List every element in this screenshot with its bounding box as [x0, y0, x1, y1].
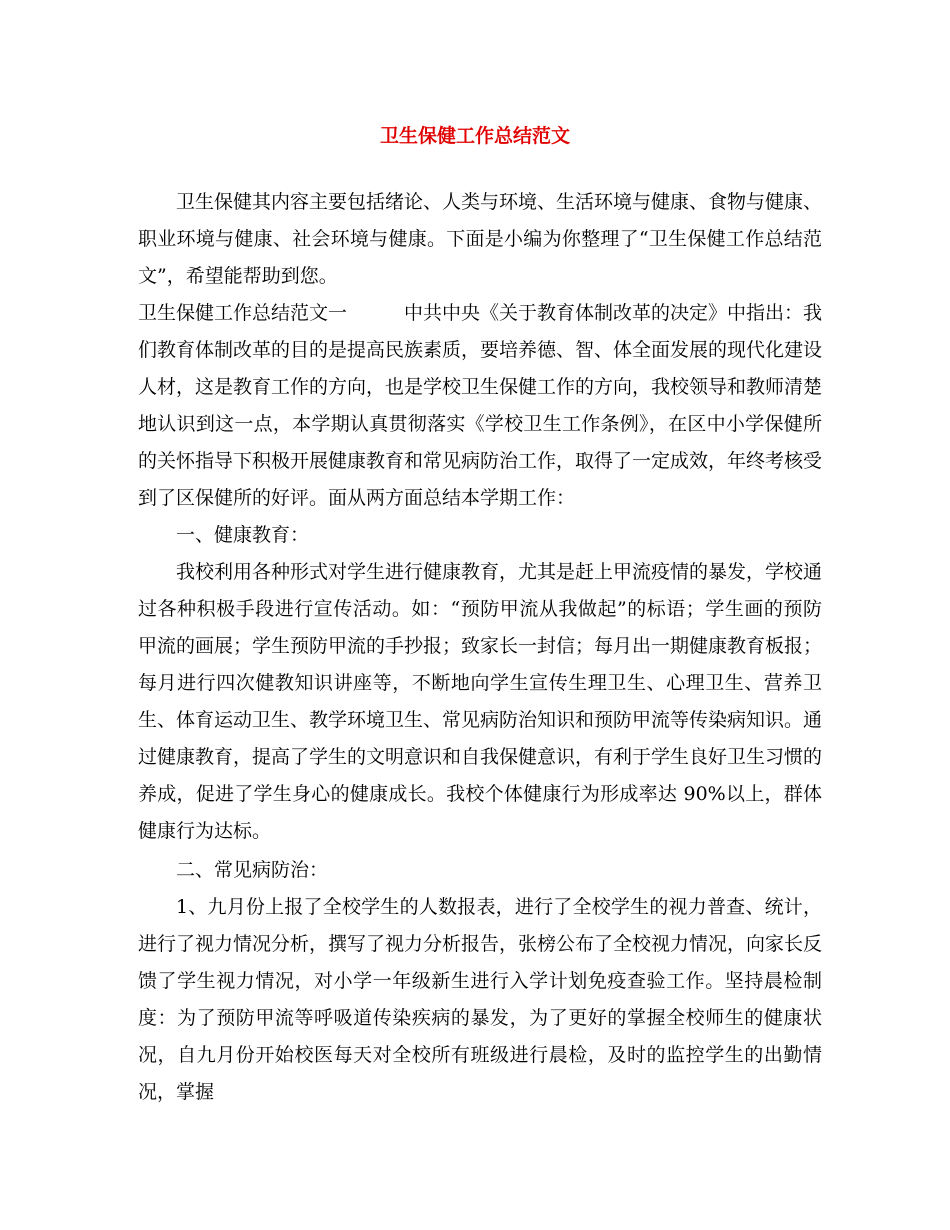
health-education-paragraph: 我校利用各种形式对学生进行健康教育，尤其是赶上甲流疫情的暴发，学校通过各种积极手段进行宣传活动。如：“预防甲流从我做起”的标语；学生画的预防甲流的画展；学生预防甲流的手抄报；致家长一封信；每月出一期健康教育板报；每月进行四次健教知识讲座等，不断地向学生宣传生理卫生、心理卫生、营养卫生、体育运动卫生、教学环境卫生、常见病防治知识和预防甲流等传染病知识。通过健康教育，提高了学生的文明意识和自我保健意识，有利于学生良好卫生习惯的养成，促进了学生身心的健康成长。我校个体健康行为形成率达 90%以上，群体健康行为达标。: [138, 561, 823, 842]
section-one-paragraph: 卫生保健工作总结范文一 中共中央《关于教育体制改革的决定》中指出：我们教育体制改革的目的是提高民族素质，要培养德、智、体全面发展的现代化建设人材，这是教育工作的方向，也是学校卫生保健工作的方向，我校领导和教师清楚地认识到这一点，本学期认真贯彻落实《学校卫生工作条例》，在区中小学保健所的关怀指导下积极开展健康教育和常见病防治工作，取得了一定成效，年终考核受到了区保健所的好评。面从两方面总结本学期工作：: [138, 302, 823, 509]
disease-prevention-heading: 二、常见病防治：: [176, 859, 329, 881]
disease-prevention-paragraph: 1、九月份上报了全校学生的人数报表，进行了全校学生的视力普查、统计，进行了视力情况分析，撰写了视力分析报告，张榜公布了全校视力情况，向家长反馈了学生视力情况，对小学一年级新生进行入学计划免疫查验工作。坚持晨检制度：为了预防甲流等呼吸道传染疾病的暴发，为了更好的掌握全校师生的健康状况，自九月份开始校医每天对全校所有班级进行晨检，及时的监控学生的出勤情况，掌握: [138, 896, 823, 1103]
health-education-heading: 一、健康教育：: [176, 524, 310, 546]
intro-paragraph: 卫生保健其内容主要包括绪论、人类与环境、生活环境与健康、食物与健康、职业环境与健康、社会环境与健康。下面是小编为你整理了“卫生保健工作总结范文”，希望能帮助到您。: [138, 191, 823, 287]
document-body: [138, 184, 822, 1111]
document-title: 卫生保健工作总结范文: [379, 125, 570, 147]
